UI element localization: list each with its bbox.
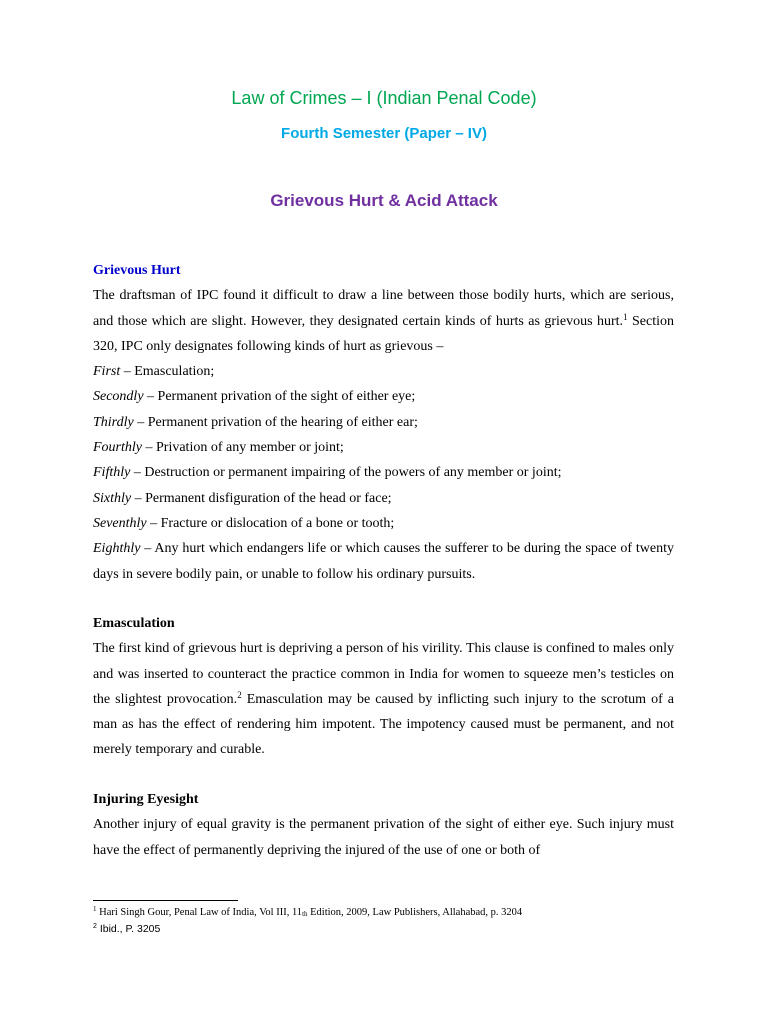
document-subtitle: Fourth Semester (Paper – IV) (281, 125, 487, 142)
list-item (93, 410, 674, 435)
list-item (93, 435, 674, 460)
section-emasculation (93, 611, 674, 763)
document-title: Law of Crimes – I (Indian Penal Code) (231, 88, 537, 108)
footnote-1-number: 1 (93, 905, 97, 913)
chapter-heading: Grievous Hurt & Acid Attack (270, 191, 498, 210)
footnote-ref-1: 1 (623, 311, 628, 322)
section-heading-injuring-eyesight: Injuring Eyesight (93, 792, 199, 807)
emasculation-text-b: Emasculation may be caused by inflicting such injury to the scrotum of a man as has the effect of rendering him impotent. The impotency caused must be permanent, and not merely temporary and curable. (93, 691, 674, 758)
list-item-text: – Permanent privation of the sight of either eye; (143, 389, 416, 405)
footnotes (93, 905, 693, 937)
list-item-text: – Privation of any member or joint; (142, 440, 344, 456)
section-grievous-hurt (93, 258, 674, 587)
list-item-term: Eighthly (93, 541, 141, 557)
intro-paragraph (93, 283, 674, 359)
list-item-term: Fourthly (93, 440, 142, 456)
footnote-1-ordinal: th (302, 910, 308, 918)
list-item (93, 486, 674, 511)
intro-text-a: The draftsman of IPC found it difficult to draw a line between those bodily hurts, which are serious, and those which are slight. However, they designated certain kinds of hurts as grievous hurt. (93, 288, 674, 329)
list-item-term: Thirdly (93, 414, 134, 430)
list-item (93, 460, 674, 485)
section-heading-emasculation: Emasculation (93, 616, 175, 631)
section-injuring-eyesight (93, 787, 674, 863)
list-item (93, 511, 674, 536)
footnote-1 (93, 905, 693, 922)
footnote-2-number: 2 (93, 923, 97, 930)
footnote-ref-2: 2 (237, 689, 242, 700)
footnote-1-text-b: Edition, 2009, Law Publishers, Allahabad, p. 3204 (307, 907, 523, 918)
list-item-term: Seventhly (93, 515, 147, 531)
list-item-term: Sixthly (93, 490, 132, 506)
list-item-text: – Fracture or dislocation of a bone or tooth; (146, 515, 395, 531)
section-heading-grievous-hurt: Grievous Hurt (93, 263, 181, 278)
list-item-text: – Destruction or permanent impairing of the powers of any member or joint; (130, 465, 562, 481)
list-item-term: First (93, 364, 121, 380)
emasculation-text-a: The first kind of grievous hurt is depriving a person of his virility. This clause is confined to males only and was inserted to counteract the practice common in India for women to squeeze men’s testicles on the slightest provocation. (93, 641, 674, 707)
footnote-1-text-a: Hari Singh Gour, Penal Law of India, Vol III, 11 (96, 907, 303, 918)
list-item-text: – Emasculation; (120, 364, 215, 380)
eyesight-paragraph: Another injury of equal gravity is the permanent privation of the sight of either eye. Such injury must have the effect of permanently depriving the injured of the use of one or both of (93, 817, 674, 858)
list-item-term: Fifthly (93, 465, 131, 481)
grievous-hurt-list (93, 359, 674, 587)
list-item (93, 359, 674, 384)
footnote-2 (93, 922, 693, 937)
footnote-2-text: Ibid., P. 3205 (96, 923, 161, 935)
footnote-divider (93, 900, 238, 901)
emasculation-paragraph (93, 636, 674, 762)
intro-text-b: Section 320, IPC only designates following kinds of hurt as grievous – (93, 313, 674, 354)
list-item (93, 384, 674, 409)
list-item-text: – Any hurt which endangers life or which causes the sufferer to be during the space of twenty days in severe bodily pain, or unable to follow his ordinary pursuits. (93, 541, 674, 582)
list-item-term: Secondly (93, 389, 144, 405)
list-item-text: – Permanent privation of the hearing of either ear; (133, 414, 418, 430)
list-item (93, 536, 674, 587)
list-item-text: – Permanent disfiguration of the head or face; (131, 490, 392, 506)
